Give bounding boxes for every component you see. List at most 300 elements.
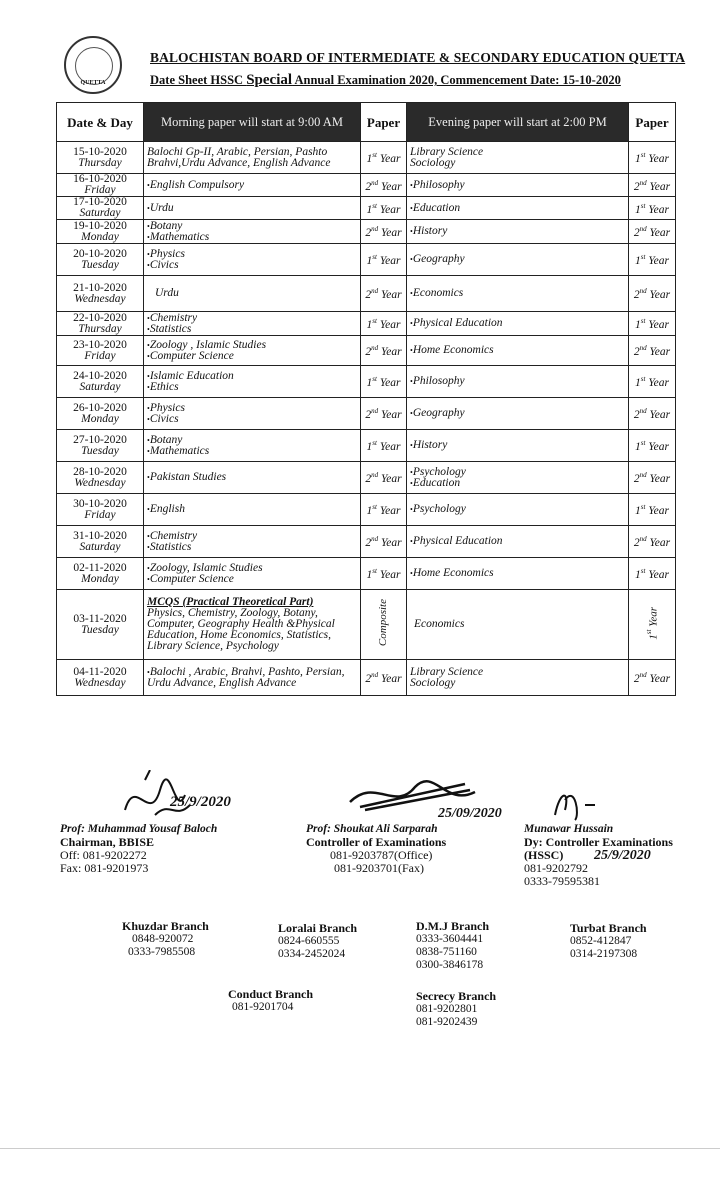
subject-cell [144,197,361,220]
exam-date: 16-10-2020 [73,173,127,185]
paper-suffix: nd [371,671,379,680]
paper-year-cell [361,590,407,660]
paper-year-cell [361,276,407,312]
subject-name: • Home Economics [410,345,625,356]
paper-number: 1 [635,152,641,165]
paper-year-word: Year [649,288,671,301]
date-cell [57,462,144,494]
paper-year-cell [361,312,407,336]
branch-phone: 0852-412847 [570,935,632,947]
paper-year-word: Year [647,606,660,627]
paper-year-word: Year [380,472,402,485]
paper-year-word: Year [648,254,669,267]
exam-day: Saturday [79,540,121,553]
subject-name: • Mathematics [147,446,357,457]
subject-cell [407,312,629,336]
subject-name: Sociology [410,676,456,689]
paper-suffix: nd [371,471,379,480]
paper-year-word: Year [649,345,671,358]
exam-date: 30-10-2020 [73,497,127,510]
branch-name: D.M.J Branch [416,919,489,933]
subject-name: • Chemistry [147,313,357,324]
paper-number: 2 [365,472,372,485]
subject-cell [144,526,361,558]
paper-suffix: nd [639,535,647,544]
branch-turbat [570,922,647,961]
subject-cell [144,590,361,660]
paper-year-word: Year [649,472,671,485]
paper-suffix: nd [371,407,379,416]
subject-cell [407,366,629,398]
subject-name: • Statistics [147,542,357,553]
date-cell [57,494,144,526]
paper-number: 2 [365,288,372,301]
subject-name: • Zoology , Islamic Studies [147,340,357,351]
exam-day: Friday [84,349,116,362]
paper-suffix: st [372,375,377,384]
branch-phone: 0300-3846178 [416,959,484,971]
paper-number: 2 [365,226,372,239]
subject-name: • Psychology [410,504,625,515]
paper-suffix: st [640,253,646,262]
paper-number: 1 [647,633,660,640]
paper-number: 1 [635,504,641,517]
table-row [57,494,676,526]
paper-year-word: Year [648,318,669,331]
subject-cell [144,366,361,398]
subject-name: • Civics [147,414,357,425]
subject-cell [144,430,361,462]
signature-date: 25/9/2020 [170,794,231,810]
paper-suffix: nd [639,178,647,187]
exam-date: 21-10-2020 [73,281,127,294]
subject-cell [144,336,361,366]
paper-year-word: Year [649,226,671,239]
paper-number: 1 [366,254,373,267]
date-cell [57,366,144,398]
paper-year-word: Year [379,440,401,453]
subject-name: • Education [410,478,625,489]
paper-suffix: nd [639,344,647,353]
exam-day: Wednesday [74,676,126,689]
paper-number: 2 [365,536,372,549]
paper-number: 1 [635,440,641,453]
subject-cell [407,276,629,312]
subject-name: Library Science [410,665,484,678]
subject-cell [407,174,629,197]
paper-number: 2 [633,180,640,193]
paper-year-cell [629,398,676,430]
paper-number: 2 [633,536,640,549]
paper-number: 1 [366,568,373,581]
branch-dmj [416,920,489,972]
subject-name: • Balochi , Arabic, Brahvi, Pashto, Persian, Urdu Advance, English Advance [147,667,357,689]
signature-scrawl-deputy [545,785,605,825]
exam-day: Friday [84,508,116,521]
date-cell [57,220,144,244]
subject-cell [144,660,361,696]
paper-year-word: Year [648,504,669,517]
paper-suffix: nd [639,407,647,416]
paper-year-cell [361,462,407,494]
paper-year-word: Year [648,152,669,165]
subject-name: • Islamic Education [147,371,357,382]
table-row [57,174,676,197]
paper-suffix: st [640,567,646,576]
signature-date: 25/09/2020 [438,806,502,821]
paper-number: 2 [633,672,640,685]
subject-cell [407,220,629,244]
subject-name: • Botany [147,221,357,232]
paper-year-cell [629,660,676,696]
table-row [57,398,676,430]
subject-name: • Geography [410,408,625,419]
paper-number: 1 [635,254,641,267]
subject-name: • Zoology, Islamic Studies [147,563,357,574]
paper-number: 2 [365,672,372,685]
table-row [57,312,676,336]
subject-name: • Chemistry [147,531,357,542]
subject-cell [144,220,361,244]
paper-suffix: st [640,201,646,210]
paper-year-word: Year [380,288,402,301]
exam-day: Saturday [79,207,121,219]
table-row [57,336,676,366]
exam-date: 20-10-2020 [73,247,127,260]
paper-year-cell [361,336,407,366]
subtitle-pre: Date Sheet HSSC [150,73,247,87]
subject-cell [407,660,629,696]
date-cell [57,336,144,366]
table-row [57,526,676,558]
subject-name: Urdu [155,287,179,299]
subject-name: • Pakistan Studies [147,472,357,483]
paper-year-cell [629,312,676,336]
paper-year-word: Year [379,568,401,581]
subject-name: Economics [414,618,465,630]
document-subtitle [150,72,621,89]
paper-suffix: st [640,151,646,160]
paper-suffix: nd [371,287,379,296]
signer-role: Chairman, BBISE [60,835,155,849]
table-row-mcqs [57,590,676,660]
paper-year-cell [629,526,676,558]
exam-day: Tuesday [81,444,119,457]
subject-name: • Computer Science [147,574,357,585]
paper-composite: Composite [377,599,389,647]
paper-suffix: st [640,375,646,384]
branch-khuzdar [122,920,209,959]
subject-cell [407,244,629,276]
branch-name: Secrecy Branch [416,989,497,1003]
subject-name: • English Compulsory [147,180,357,191]
subject-cell [144,558,361,590]
date-cell [57,590,144,660]
paper-year-word: Year [649,408,671,421]
table-row [57,366,676,398]
exam-day: Monday [81,412,119,425]
subtitle-post: Annual Examination 2020, Commencement Date: 15-10-2020 [292,73,621,87]
signature-deputy [524,823,694,888]
paper-number: 2 [365,345,372,358]
subject-name: • Psychology [410,467,625,478]
paper-suffix: st [372,439,377,448]
subject-cell [407,590,629,660]
date-cell [57,276,144,312]
table-row [57,197,676,220]
subject-name: • English [147,504,357,515]
paper-year-cell [629,590,676,660]
signer-name: Prof: Muhammad Yousaf Baloch [60,823,218,835]
subject-cell [407,462,629,494]
subject-name: • Physics [147,403,357,414]
paper-number: 2 [633,288,640,301]
page-bottom-rule [0,1148,720,1149]
paper-year-word: Year [380,672,402,685]
table-header-row [57,103,676,142]
exam-date: 15-10-2020 [73,145,127,158]
subject-cell [407,526,629,558]
paper-year-cell [629,558,676,590]
subject-name: • Computer Science [147,351,357,362]
subject-cell [407,142,629,174]
paper-year-vertical [644,607,660,640]
exam-date: 28-10-2020 [73,465,127,478]
table-row [57,220,676,244]
paper-year-word: Year [649,180,671,193]
paper-year-word: Year [380,345,402,358]
branch-phone: 0838-751160 [416,946,477,958]
subject-cell [144,312,361,336]
date-cell [57,197,144,220]
paper-number: 1 [366,318,373,331]
paper-number: 2 [633,226,640,239]
subject-name: • Physical Education [410,536,625,547]
table-row [57,660,676,696]
date-sheet-table [56,102,676,696]
date-cell [57,558,144,590]
paper-number: 2 [633,408,640,421]
date-cell [57,660,144,696]
paper-year-cell [361,660,407,696]
branch-name: Loralai Branch [278,921,358,935]
exam-date: 17-10-2020 [73,196,127,208]
subject-name: • Philosophy [410,180,625,191]
paper-number: 1 [366,152,373,165]
paper-year-word: Year [379,203,401,216]
table-body [57,142,676,696]
paper-number: 1 [635,376,641,389]
date-cell [57,430,144,462]
branch-name: Conduct Branch [228,987,314,1001]
paper-suffix: st [640,317,646,326]
paper-year-cell [629,142,676,174]
exam-date: 23-10-2020 [73,338,127,351]
paper-suffix: st [372,503,377,512]
signer-phone: 081-9203787(Office) [330,848,433,862]
signer-fax: Fax: 081-9201973 [60,861,149,875]
paper-year-word: Year [648,568,669,581]
table-row [57,558,676,590]
header-paper-evening: Paper [629,103,676,142]
paper-year-cell [361,430,407,462]
exam-date: 24-10-2020 [73,369,127,382]
paper-year-word: Year [379,152,401,165]
signer-phone: Off: 081-9202272 [60,848,147,862]
branch-secrecy [416,990,496,1029]
signature-controller [306,806,502,875]
branch-phone: 0314-2197308 [570,948,638,960]
paper-suffix: st [640,503,646,512]
paper-year-word: Year [380,536,402,549]
paper-year-word: Year [380,226,402,239]
subject-cell [407,197,629,220]
exam-date: 26-10-2020 [73,401,127,414]
branch-phone: 081-9201704 [232,1001,294,1013]
paper-suffix: nd [371,344,379,353]
exam-date: 04-11-2020 [73,665,127,678]
subject-name: • Home Economics [410,568,625,579]
board-logo [64,36,122,94]
table-row [57,142,676,174]
paper-year-cell [629,366,676,398]
paper-suffix: nd [639,671,647,680]
paper-suffix: st [372,201,377,210]
subject-name: • Mathematics [147,232,357,243]
branch-phone: 081-9202801 [416,1003,478,1015]
branch-phone: 0333-7985508 [128,946,196,958]
subject-cell [144,462,361,494]
subject-name: • Economics [410,288,625,299]
paper-suffix: nd [639,225,647,234]
subject-name: • Statistics [147,324,357,335]
paper-number: 2 [633,345,640,358]
signer-phone: 081-9202792 [524,861,588,875]
branch-phone: 081-9202439 [416,1016,478,1028]
exam-day: Tuesday [81,258,119,271]
exam-day: Monday [81,230,119,243]
subject-name: • History [410,226,625,237]
paper-number: 1 [366,440,373,453]
paper-number: 1 [366,376,373,389]
header-date-day: Date & Day [57,103,144,142]
subject-cell [144,494,361,526]
date-cell [57,174,144,197]
exam-day: Saturday [79,380,121,393]
paper-year-word: Year [379,376,401,389]
subject-cell [407,398,629,430]
subject-cell [407,558,629,590]
subject-name: Sociology [410,156,456,169]
paper-number: 1 [366,203,373,216]
subject-cell [144,142,361,174]
paper-year-cell [361,558,407,590]
exam-day: Monday [81,572,119,585]
table-row [57,430,676,462]
paper-year-cell [361,142,407,174]
branch-phone: 0334-2452024 [278,948,346,960]
paper-year-cell [629,220,676,244]
document-title: BALOCHISTAN BOARD OF INTERMEDIATE & SECONDARY EDUCATION QUETTA [150,50,686,65]
subject-name: • Education [410,203,625,214]
subject-name: • Ethics [147,382,357,393]
paper-number: 2 [633,472,640,485]
exam-day: Thursday [78,156,122,169]
mcqs-heading: MCQS (Practical Theoretical Part) [147,596,314,608]
paper-year-cell [361,174,407,197]
exam-date: 27-10-2020 [73,433,127,446]
paper-year-cell [629,276,676,312]
paper-year-word: Year [379,504,401,517]
branch-name: Turbat Branch [570,921,647,935]
header-morning: Morning paper will start at 9:00 AM [144,103,361,142]
paper-year-word: Year [380,180,402,193]
signer-fax: 081-9203701(Fax) [334,861,424,875]
paper-number: 1 [635,203,641,216]
paper-number: 1 [635,318,641,331]
paper-year-word: Year [648,440,669,453]
signer-mobile: 0333-79595381 [524,874,600,888]
subject-cell [144,244,361,276]
paper-year-word: Year [649,672,671,685]
exam-day: Friday [84,184,116,196]
exam-date: 22-10-2020 [73,311,127,324]
paper-year-cell [361,366,407,398]
subject-cell [144,276,361,312]
paper-suffix: st [372,151,377,160]
subject-name: • Philosophy [410,376,625,387]
table-row [57,462,676,494]
signer-role: Controller of Examinations [306,835,447,849]
exam-day: Thursday [78,322,122,335]
date-cell [57,142,144,174]
paper-suffix: st [372,567,377,576]
signature-chairman [60,794,231,875]
table-row [57,244,676,276]
subject-name: • Physics [147,249,357,260]
exam-day: Wednesday [74,292,126,305]
paper-year-cell [629,336,676,366]
paper-year-cell [629,174,676,197]
subject-cell [407,494,629,526]
paper-year-cell [361,398,407,430]
paper-year-word: Year [648,376,669,389]
exam-date: 19-10-2020 [73,219,127,232]
paper-suffix: st [372,317,377,326]
subject-name: • Urdu [147,203,357,214]
paper-suffix: st [645,629,654,634]
paper-number: 2 [365,180,372,193]
paper-suffix: nd [371,178,379,187]
signer-name: Prof: Shoukat Ali Sarparah [306,823,438,835]
paper-number: 1 [366,504,373,517]
exam-day: Wednesday [74,476,126,489]
paper-number: 1 [635,568,641,581]
branch-phone: 0824-660555 [278,935,340,947]
signer-role: Dy: Controller Examinations (HSSC) [524,835,673,862]
paper-year-cell [629,430,676,462]
subject-name: Library Science [410,145,484,158]
exam-date: 03-11-2020 [73,612,127,625]
mcqs-subjects: Physics, Chemistry, Zoology, Botany, Computer, Geography Health &Physical Education, Home Economics, Statistics, Library Science, Psychology [147,607,335,652]
signer-name: Munawar Hussain [524,823,614,835]
paper-year-word: Year [380,408,402,421]
subject-name: • Geography [410,254,625,265]
paper-year-cell [361,220,407,244]
branch-loralai [278,922,357,961]
date-cell [57,526,144,558]
date-cell [57,398,144,430]
